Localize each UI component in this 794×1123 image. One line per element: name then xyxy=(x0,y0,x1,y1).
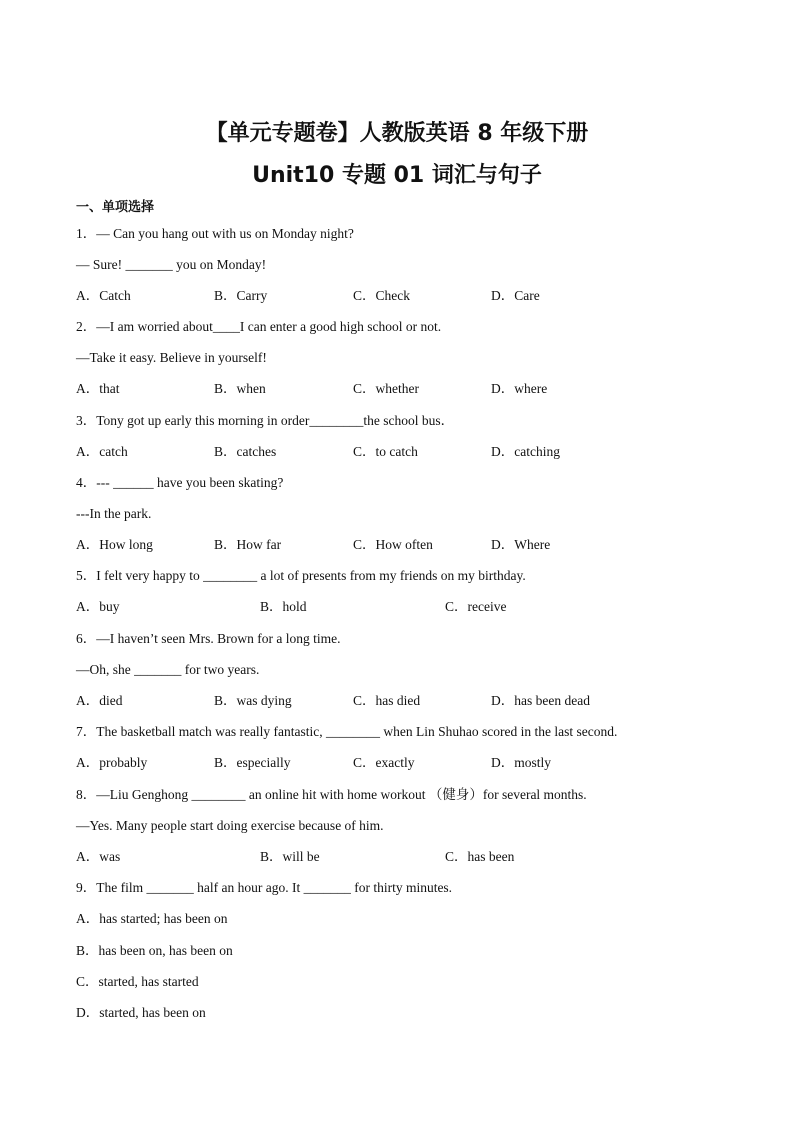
question-7-option-d[interactable]: D．mostly xyxy=(491,755,552,770)
question-1-option-b[interactable]: B．Carry xyxy=(214,288,268,303)
question-5-option-c[interactable]: C．receive xyxy=(445,599,507,614)
question-6-option-c[interactable]: C．has died xyxy=(353,693,421,708)
question-1-option-d[interactable]: D．Care xyxy=(491,288,540,303)
question-4-option-d[interactable]: D．Where xyxy=(491,537,551,552)
question-6-line-2: —Oh, she _______ for two years. xyxy=(76,662,260,677)
question-3-option-d[interactable]: D．catching xyxy=(491,444,560,459)
question-2-option-d[interactable]: D．where xyxy=(491,381,548,396)
question-7-stem: 7．The basketball match was really fantastic, ________ when Lin Shuhao scored in the last second. xyxy=(76,724,618,739)
question-1-option-c[interactable]: C．Check xyxy=(353,288,410,303)
question-5-option-a[interactable]: A．buy xyxy=(76,599,120,614)
question-1-stem: 1．— Can you hang out with us on Monday night? xyxy=(76,226,354,241)
question-7-option-a[interactable]: A．probably xyxy=(76,755,148,770)
question-9-option-b[interactable]: B．has been on, has been on xyxy=(76,943,233,958)
question-2-option-c[interactable]: C．whether xyxy=(353,381,419,396)
question-9-option-c[interactable]: C．started, has started xyxy=(76,974,199,989)
question-6-stem: 6．—I haven’t seen Mrs. Brown for a long time. xyxy=(76,631,341,646)
question-6-option-a[interactable]: A．died xyxy=(76,693,123,708)
question-2-stem: 2．—I am worried about____I can enter a good high school or not. xyxy=(76,319,442,334)
question-3-stem: 3．Tony got up early this morning in order________the school bus． xyxy=(76,413,455,428)
question-3-option-b[interactable]: B．catches xyxy=(214,444,277,459)
question-1-option-a[interactable]: A．Catch xyxy=(76,288,131,303)
question-9-stem: 9．The film _______ half an hour ago. It _______ for thirty minutes. xyxy=(76,880,453,895)
question-7-option-c[interactable]: C．exactly xyxy=(353,755,415,770)
question-6-option-b[interactable]: B．was dying xyxy=(214,693,292,708)
question-3-option-c[interactable]: C．to catch xyxy=(353,444,418,459)
question-2-option-b[interactable]: B．when xyxy=(214,381,266,396)
question-1-line-2: — Sure! _______ you on Monday! xyxy=(76,257,267,272)
question-5-option-b[interactable]: B．hold xyxy=(260,599,307,614)
document-subtitle: Unit10 专题 01 词汇与句子 xyxy=(252,163,542,188)
section-heading: 一、单项选择 xyxy=(76,200,155,215)
question-4-stem: 4．--- ______ have you been skating? xyxy=(76,475,284,490)
question-2-option-a[interactable]: A．that xyxy=(76,381,120,396)
question-9-option-d[interactable]: D．started, has been on xyxy=(76,1005,206,1020)
question-6-option-d[interactable]: D．has been dead xyxy=(491,693,590,708)
question-4-option-c[interactable]: C．How often xyxy=(353,537,433,552)
question-9-option-a[interactable]: A．has started; has been on xyxy=(76,911,228,926)
question-8-option-a[interactable]: A．was xyxy=(76,849,121,864)
question-3-option-a[interactable]: A．catch xyxy=(76,444,128,459)
document-title: 【单元专题卷】人教版英语 8 年级下册 xyxy=(205,121,589,146)
question-7-option-b[interactable]: B．especially xyxy=(214,755,291,770)
question-8-option-b[interactable]: B．will be xyxy=(260,849,320,864)
question-5-stem: 5．I felt very happy to ________ a lot of presents from my friends on my birthday. xyxy=(76,568,526,583)
question-4-option-a[interactable]: A．How long xyxy=(76,537,153,552)
question-8-option-c[interactable]: C．has been xyxy=(445,849,515,864)
question-8-line-2: —Yes. Many people start doing exercise because of him. xyxy=(76,818,384,833)
question-2-line-2: —Take it easy. Believe in yourself! xyxy=(76,350,267,365)
question-4-line-2: ---In the park. xyxy=(76,506,152,521)
question-4-option-b[interactable]: B．How far xyxy=(214,537,282,552)
question-8-stem: 8．—Liu Genghong ________ an online hit with home workout （健身）for several months. xyxy=(76,787,587,802)
